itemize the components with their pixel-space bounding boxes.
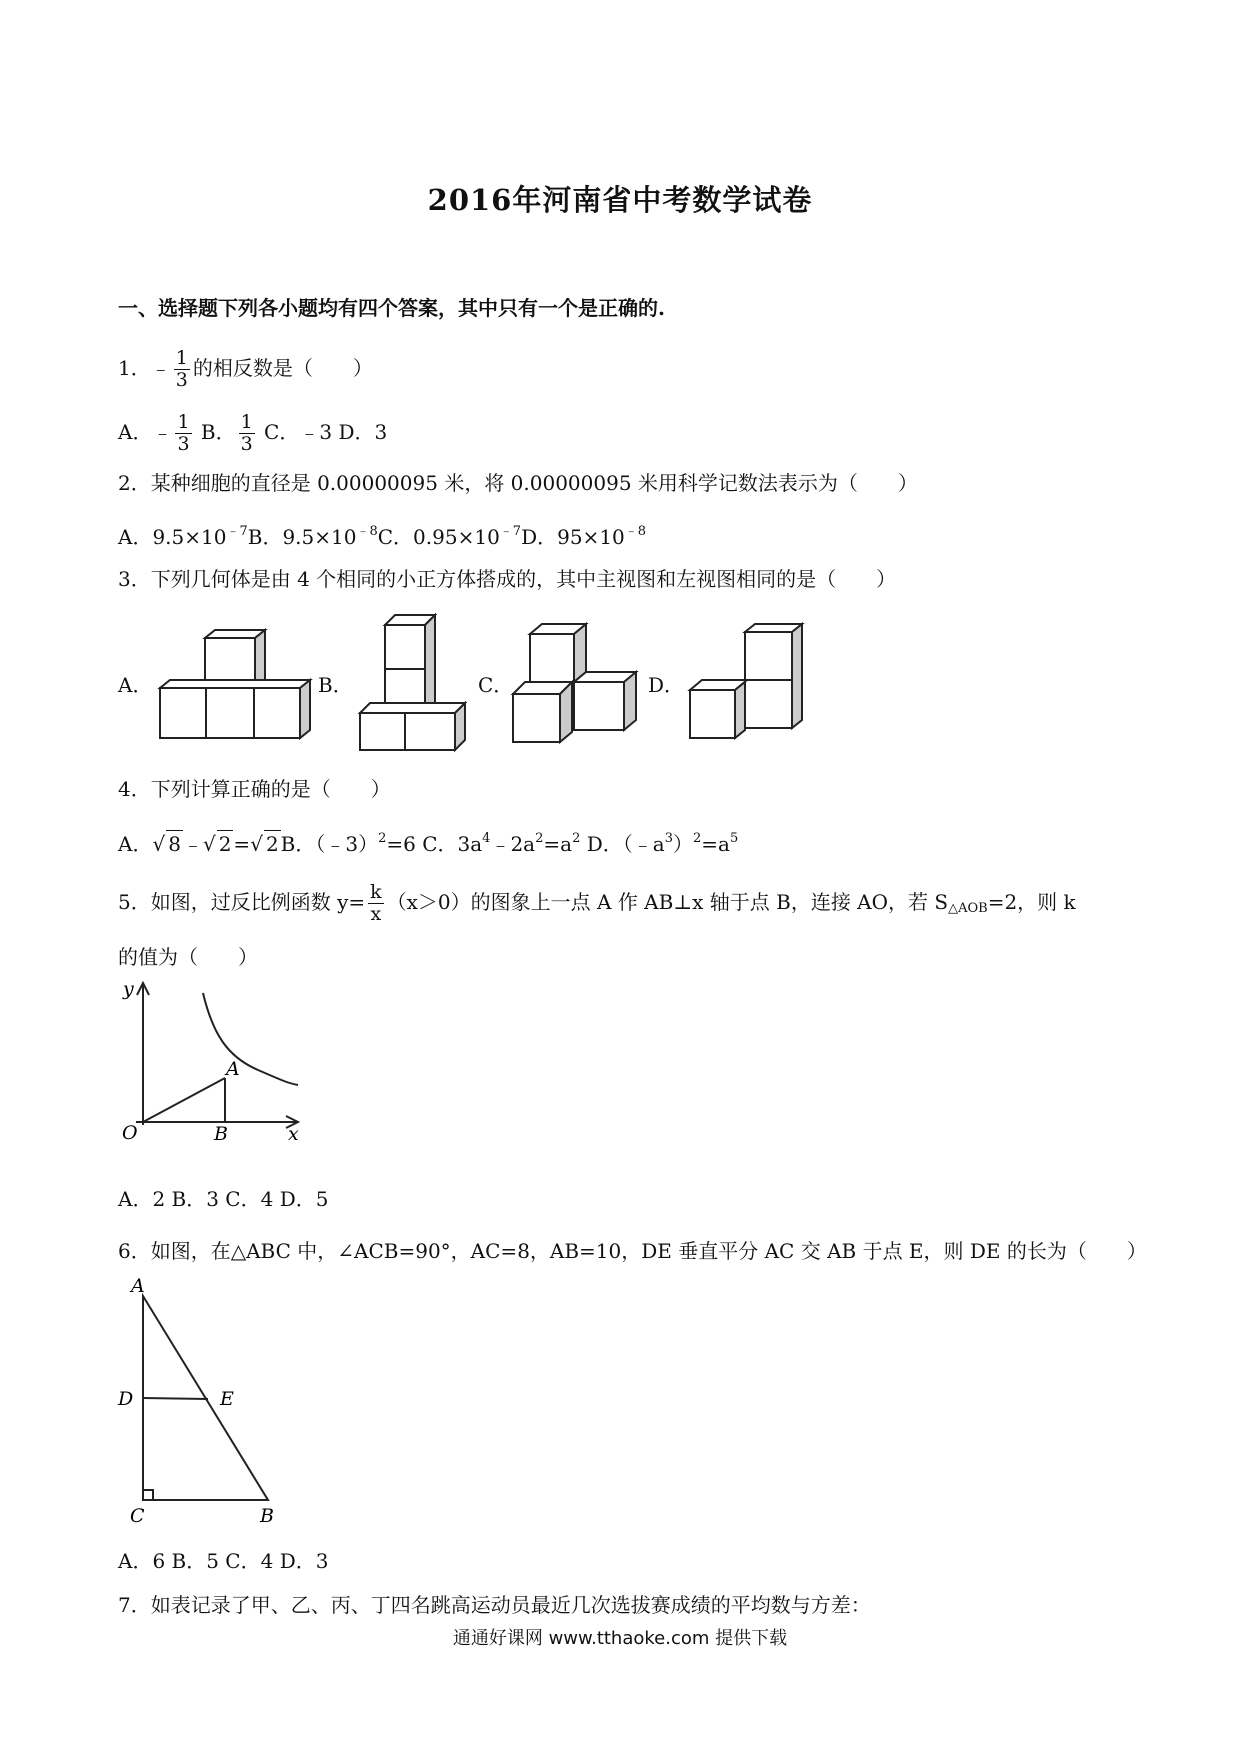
cube-figure-c bbox=[510, 620, 650, 745]
cube-front-3 bbox=[254, 688, 300, 738]
q5-figure bbox=[118, 975, 308, 1150]
q5-line2: 的值为（ ） bbox=[118, 945, 258, 969]
page-footer: 通通好课网 www.tthaoke.com 提供下载 bbox=[452, 1628, 788, 1649]
q1-opt-cd: C．﹣3 D．3 bbox=[257, 420, 388, 444]
q4-opt-c-mid2: =a bbox=[543, 832, 573, 856]
q2-opt-c: C．0.95×10 bbox=[377, 525, 500, 549]
q3-label-a: A． bbox=[118, 673, 153, 697]
q4-opt-b-tail: =6 C．3a bbox=[386, 832, 483, 856]
label-a: A bbox=[226, 1058, 240, 1080]
cube-row-top bbox=[160, 680, 310, 688]
q1-frac-num: 1 bbox=[175, 347, 188, 369]
q1-prefix: 1．﹣ bbox=[118, 356, 171, 380]
label-b: B bbox=[260, 1505, 274, 1527]
q5-frac-k: k bbox=[370, 881, 382, 903]
label-b: B bbox=[214, 1123, 228, 1145]
q4-opt-c-exp2: 2 bbox=[535, 831, 544, 846]
q2-opt-c-exp: ﹣7 bbox=[499, 524, 522, 539]
cube-right-side bbox=[624, 672, 636, 730]
cube-front-2 bbox=[206, 688, 254, 738]
cube-row-top bbox=[360, 703, 465, 713]
cube-side-face bbox=[425, 615, 435, 713]
q4-opt-d: D．（﹣a bbox=[586, 832, 665, 856]
label-a: A bbox=[131, 1275, 145, 1297]
label-c: C bbox=[130, 1505, 145, 1527]
q6-options: A．6 B．5 C．4 D．3 bbox=[118, 1549, 329, 1573]
cube-front-2 bbox=[405, 713, 455, 750]
right-angle-mark bbox=[143, 1490, 153, 1500]
cube-left-side bbox=[560, 682, 572, 742]
q2-opt-b: B．9.5×10 bbox=[247, 525, 357, 549]
q4-opt-d-mid: ） bbox=[672, 832, 693, 856]
q5-subscript: △AOB bbox=[948, 901, 988, 916]
label-d: D bbox=[118, 1388, 134, 1410]
q4-minus: ﹣ bbox=[182, 832, 203, 856]
question-2: 2．某种细胞的直径是 0.00000095 米，将 0.00000095 米用科学记数法表示为（ ） bbox=[118, 471, 918, 495]
cube-front-upper bbox=[745, 632, 792, 680]
q1-frac-den: 3 bbox=[175, 369, 188, 391]
question-3: 3．下列几何体是由 4 个相同的小正方体搭成的，其中主视图和左视图相同的是（ ） bbox=[118, 567, 897, 591]
q2-opt-b-exp: ﹣8 bbox=[356, 524, 378, 539]
q1-opt-a-frac bbox=[175, 412, 191, 455]
cube-front-1 bbox=[360, 713, 405, 750]
cube-front-top bbox=[530, 634, 574, 682]
cube-right-front bbox=[574, 682, 624, 730]
q1-suffix: 的相反数是（ ） bbox=[192, 356, 373, 380]
q2-options bbox=[118, 524, 646, 550]
question-5 bbox=[118, 882, 1076, 925]
question-4: 4．下列计算正确的是（ ） bbox=[118, 777, 391, 801]
q1-options bbox=[118, 412, 387, 455]
segment-ao bbox=[143, 1078, 225, 1122]
q4-sqrt-1: 8 bbox=[168, 832, 181, 856]
q2-opt-d-exp: ﹣8 bbox=[624, 524, 647, 539]
q4-options: A．√ 8 ﹣√ 2 =√ 2 B．（﹣3）$^2$=6 C．$3a^4﹣2a^2=a^2$ D．$(﹣a^3)^2=a^5$ bbox=[118, 831, 739, 856]
q3-label-d: D． bbox=[648, 673, 685, 697]
q2-opt-a-exp: ﹣7 bbox=[226, 524, 248, 539]
q4-opt-c-exp1: 4 bbox=[482, 831, 491, 846]
q6-figure bbox=[118, 1275, 288, 1528]
q5-options: A．2 B．3 C．4 D．5 bbox=[118, 1187, 329, 1211]
q5-frac-x: x bbox=[370, 903, 382, 925]
cube-left-front bbox=[690, 690, 735, 738]
label-o: O bbox=[122, 1122, 138, 1144]
label-y: y bbox=[123, 978, 134, 1000]
q1-fraction bbox=[174, 348, 190, 391]
hyperbola-curve bbox=[203, 993, 298, 1085]
cube-left-side bbox=[735, 682, 745, 738]
q1-opt-b-frac bbox=[239, 412, 255, 455]
cube-figure-a bbox=[150, 620, 310, 740]
q2-opt-d: D．95×10 bbox=[521, 525, 625, 549]
segment-de bbox=[143, 1398, 208, 1399]
q1-opt-a-num: 1 bbox=[177, 411, 190, 433]
q1-opt-b-num: 1 bbox=[240, 411, 253, 433]
question-1 bbox=[118, 348, 373, 391]
q3-label-c: C． bbox=[478, 673, 514, 697]
q4-opt-a: A． bbox=[118, 832, 153, 856]
q5-post2: =2，则 k bbox=[987, 890, 1076, 914]
q4-opt-c-exp3: 2 bbox=[572, 831, 581, 846]
cube-figure-d bbox=[685, 620, 815, 745]
q4-opt-c-mid: ﹣2a bbox=[490, 832, 536, 856]
q5-post: （x＞0）的图象上一点 A 作 AB⊥x 轴于点 B，连接 AO，若 S bbox=[386, 890, 949, 914]
label-e: E bbox=[220, 1388, 234, 1410]
q4-sqrt-2: 2 bbox=[218, 832, 232, 856]
cube-row-side bbox=[300, 680, 310, 738]
q1-opt-b-den: 3 bbox=[240, 433, 253, 455]
cube-left-front bbox=[513, 694, 560, 742]
q5-pre: 5．如图，过反比例函数 y= bbox=[118, 890, 366, 914]
q4-opt-b: B．（﹣3） bbox=[280, 832, 379, 856]
question-7: 7．如表记录了甲、乙、丙、丁四名跳高运动员最近几次选拔赛成绩的平均数与方差： bbox=[118, 1593, 871, 1617]
q1-opt-a: A．﹣ bbox=[118, 420, 173, 444]
cube-front-1 bbox=[160, 688, 206, 738]
q1-opt-b: B． bbox=[194, 420, 236, 444]
q1-opt-a-den: 3 bbox=[177, 433, 190, 455]
section-heading: 一、选择题下列各小题均有四个答案，其中只有一个是正确的. bbox=[118, 296, 665, 320]
q3-label-b: B． bbox=[318, 673, 353, 697]
cube-front-lower bbox=[745, 680, 792, 728]
q4-opt-d-exp1: 3 bbox=[664, 831, 673, 846]
q4-opt-d-exp3: 5 bbox=[729, 831, 739, 846]
question-6: 6．如图，在△ABC 中，∠ACB=90°，AC=8，AB=10，DE 垂直平分 AC 交 AB 于点 E，则 DE 的长为（ ） bbox=[118, 1239, 1147, 1263]
cube-side-face bbox=[792, 624, 802, 728]
q4-opt-d-tail: =a bbox=[701, 832, 730, 856]
q4-equals: = bbox=[233, 832, 251, 856]
q4-opt-b-exp: 2 bbox=[378, 831, 387, 846]
label-x: x bbox=[288, 1123, 299, 1145]
page-title: 2016年河南省中考数学试卷 bbox=[427, 183, 813, 217]
q5-fraction bbox=[368, 882, 384, 925]
q2-opt-a: A．9.5×10 bbox=[118, 525, 227, 549]
cube-front-upper bbox=[385, 625, 425, 669]
cube-figure-b bbox=[355, 610, 485, 755]
q4-sqrt-3: 2 bbox=[265, 832, 279, 856]
q4-opt-d-exp2: 2 bbox=[692, 831, 702, 846]
